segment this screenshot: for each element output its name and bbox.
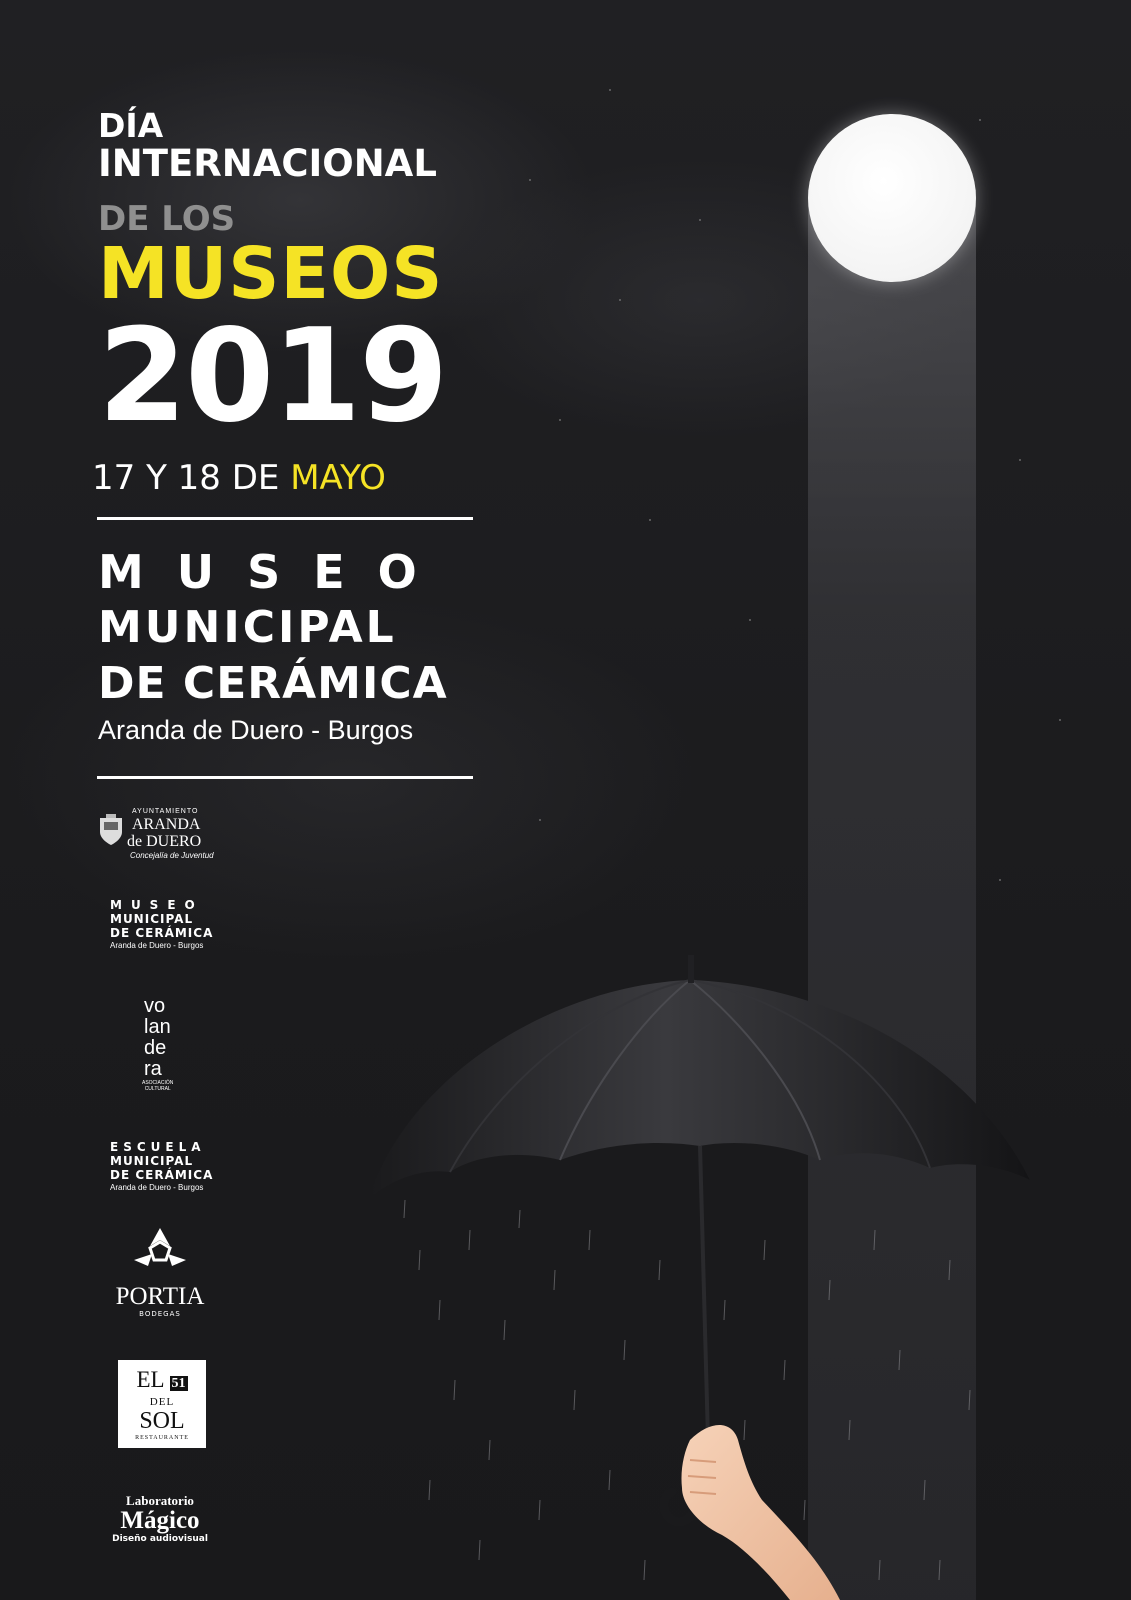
coat-of-arms-icon	[98, 814, 124, 846]
logo-volandera	[144, 996, 173, 1092]
title-year: 2019	[98, 302, 447, 451]
vol-l3: de	[144, 1037, 167, 1059]
esc-line3: DE CERÁMICA	[110, 1168, 214, 1182]
esc-line1: ESCUELA	[110, 1140, 206, 1154]
portia-sub: BODEGAS	[139, 1310, 181, 1318]
lab-line1: Laboratorio	[126, 1493, 194, 1508]
title-dia: DÍA	[98, 106, 164, 145]
event-dates	[92, 458, 386, 498]
logo-portia	[108, 1226, 212, 1318]
mm-line4: Aranda de Duero - Burgos	[110, 941, 204, 950]
venue-location: Aranda de Duero - Burgos	[98, 715, 414, 745]
hand-icon	[681, 1425, 840, 1600]
logo-ayuntamiento	[98, 808, 228, 860]
logo-museo-municipal	[110, 898, 213, 951]
ayto-line2: de DUERO	[127, 833, 202, 850]
title-de-los: DE LOS	[98, 199, 236, 239]
title-internacional: INTERNACIONAL	[98, 142, 437, 185]
venue-municipal: MUNICIPAL	[98, 602, 397, 653]
divider-bottom	[97, 776, 473, 779]
sol-el: EL	[136, 1367, 164, 1392]
ayto-top: AYUNTAMIENTO	[132, 808, 199, 815]
divider-top	[97, 517, 473, 520]
sol-sub: RESTAURANTE	[135, 1435, 189, 1441]
vol-l1: vo	[144, 995, 166, 1017]
mm-line1: MUSEO	[110, 898, 204, 912]
vol-l4: ra	[144, 1058, 162, 1080]
logo-escuela-municipal	[110, 1140, 213, 1193]
portia-name: PORTIA	[115, 1283, 205, 1310]
venue-ceramica: DE CERÁMICA	[98, 658, 448, 709]
sol-del: DEL	[149, 1396, 175, 1408]
venue-museo: MUSEO	[98, 545, 450, 599]
lab-line3: Diseño audiovisual	[112, 1534, 208, 1544]
dates-month: MAYO	[290, 458, 386, 498]
vol-sub2: CULTURAL	[144, 1086, 171, 1092]
ayto-sub: Concejalía de Juventud	[130, 851, 214, 860]
logo-el-51-del-sol	[118, 1360, 206, 1448]
dates-prefix: 17 Y 18 DE	[92, 458, 291, 498]
title-museos: MUSEOS	[98, 232, 444, 315]
esc-line2: MUNICIPAL	[110, 1154, 194, 1168]
portia-logo-icon	[130, 1226, 190, 1276]
mm-line3: DE CERÁMICA	[110, 926, 214, 940]
sol-num: 51	[171, 1376, 186, 1391]
vol-l2: lan	[144, 1016, 171, 1038]
logo-laboratorio-magico	[108, 1494, 212, 1545]
ayto-line1: ARANDA	[132, 816, 201, 833]
sol-sol: SOL	[139, 1408, 185, 1434]
mm-line2: MUNICIPAL	[110, 912, 194, 926]
vol-sub1: ASOCIACIÓN	[142, 1080, 174, 1086]
stars	[529, 89, 1061, 881]
lab-line2: Mágico	[120, 1507, 200, 1534]
esc-line4: Aranda de Duero - Burgos	[110, 1183, 204, 1192]
